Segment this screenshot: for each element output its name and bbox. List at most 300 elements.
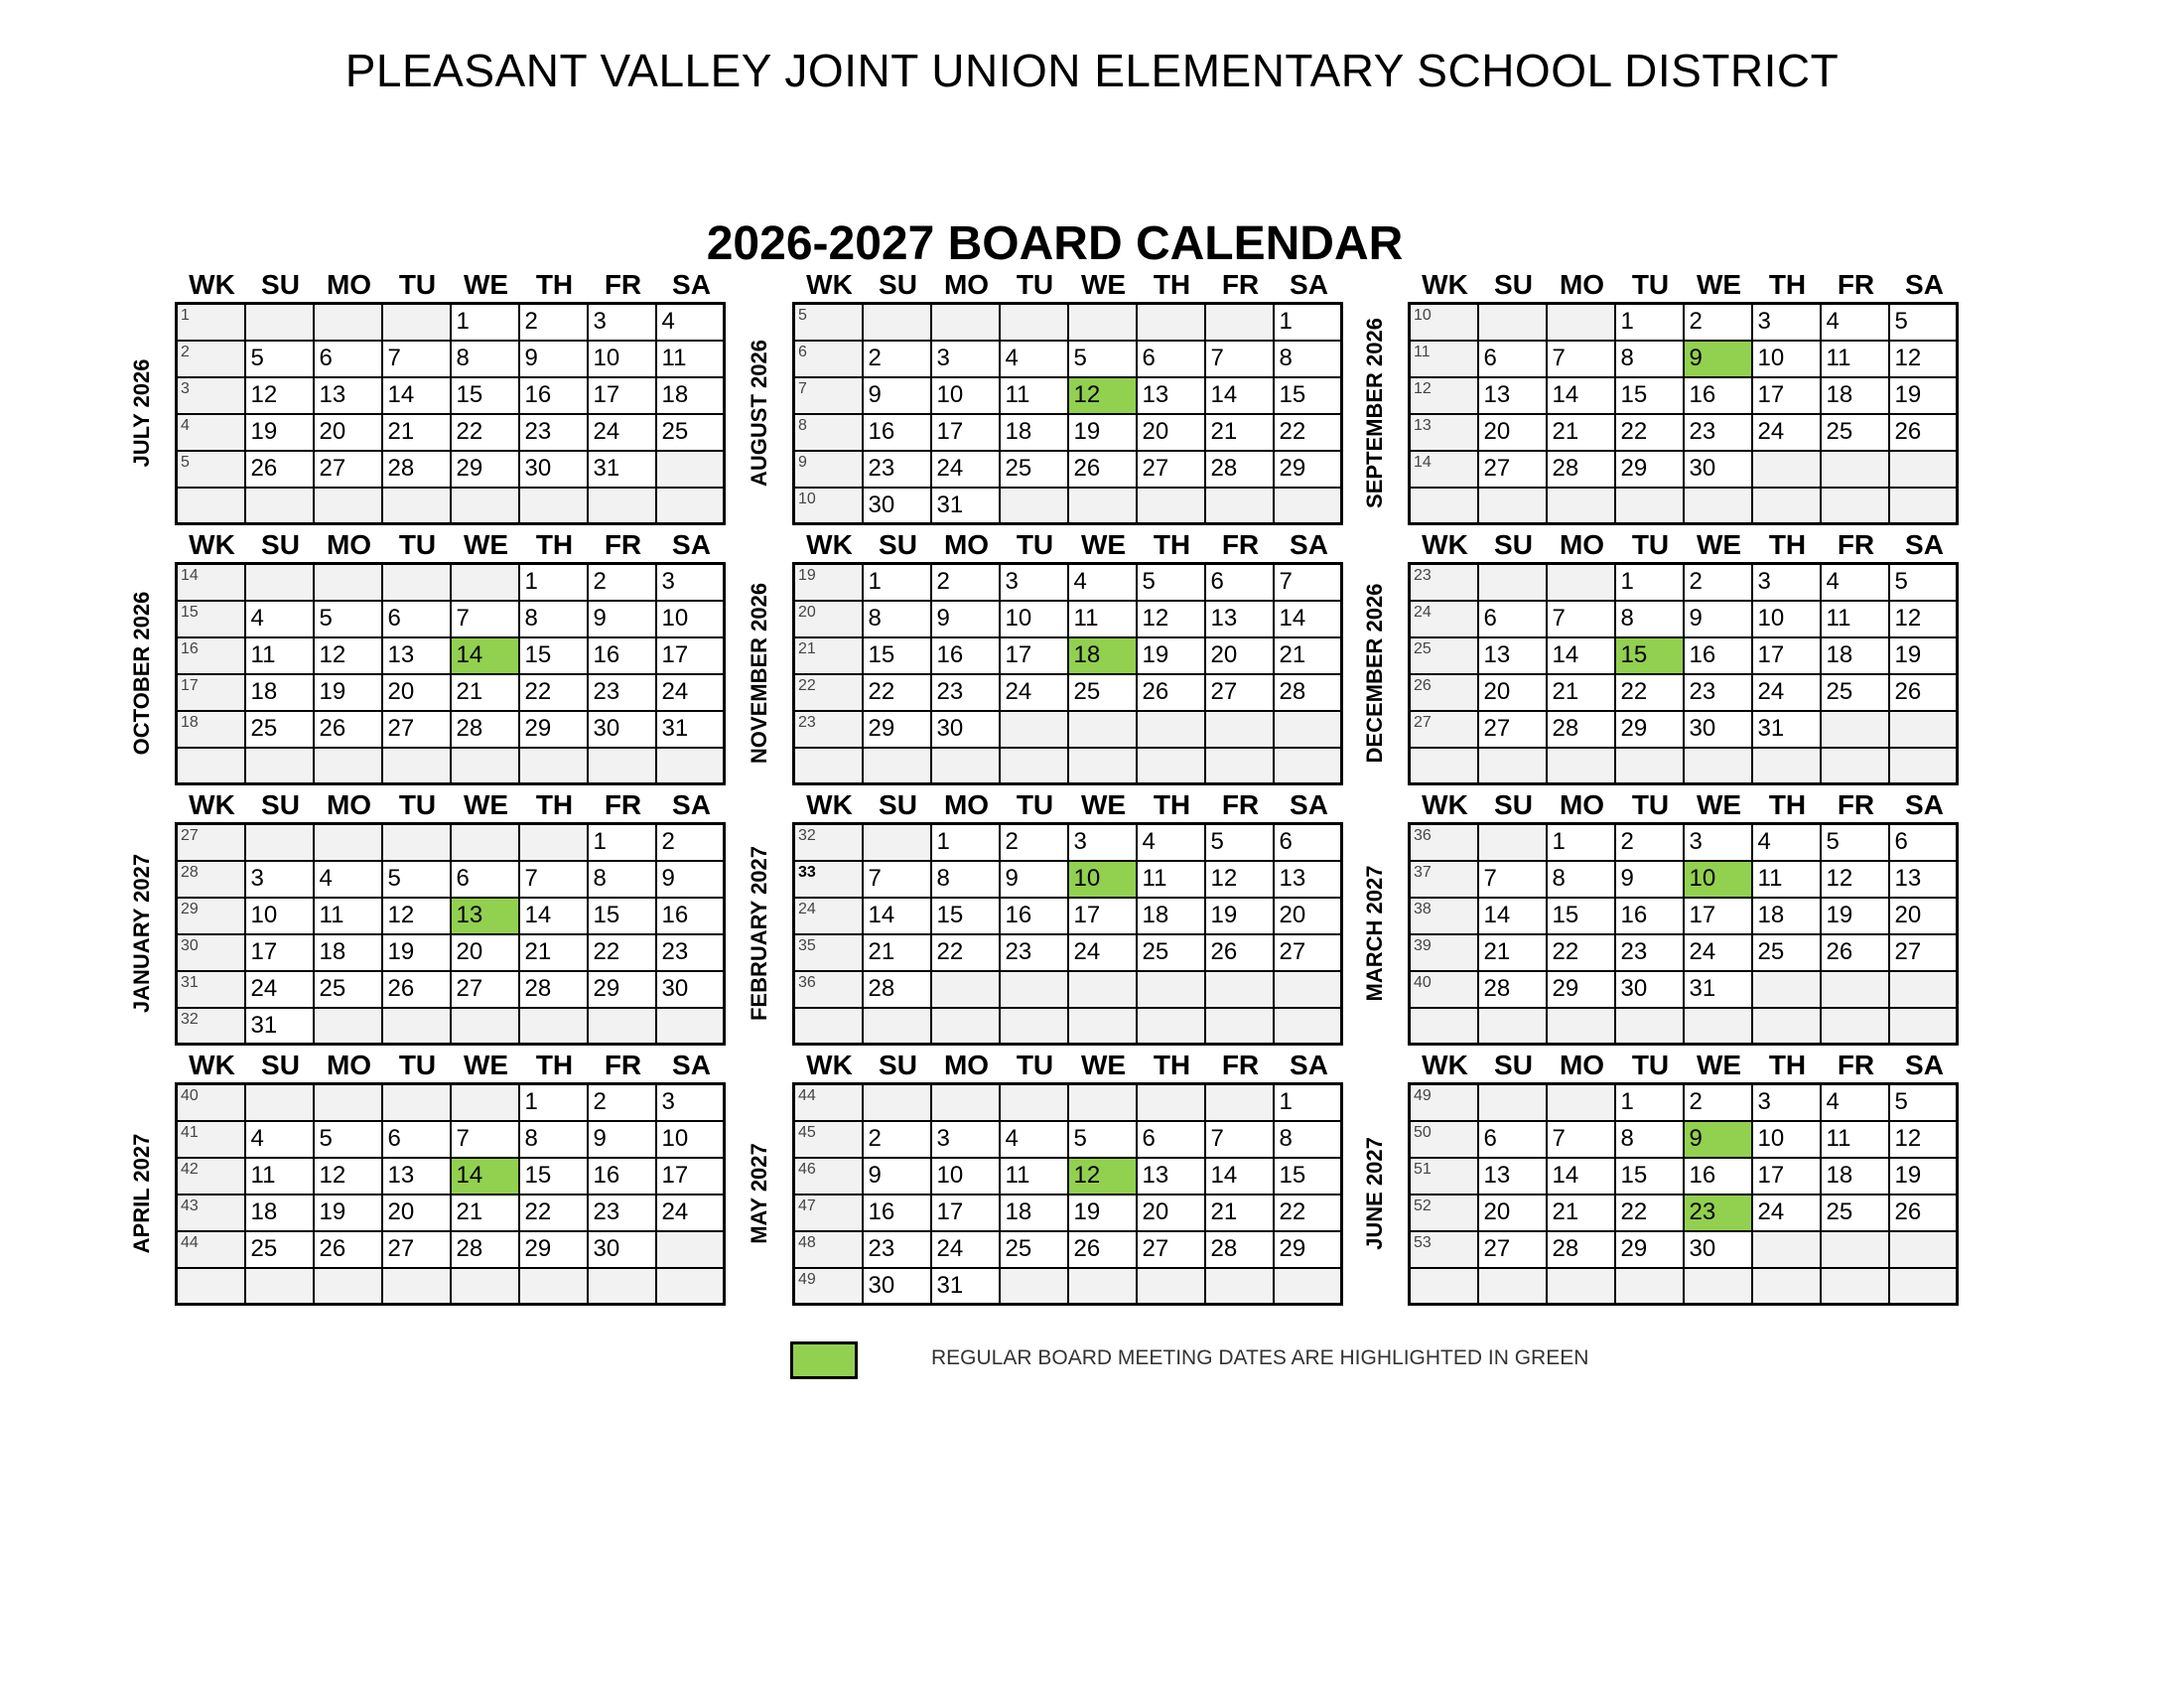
week-row (1410, 1121, 1958, 1158)
date-cell (245, 898, 314, 934)
date-number: 20 (1483, 1197, 1511, 1225)
empty-cell (656, 1008, 725, 1045)
date-cell (1274, 637, 1342, 674)
date-number: 9 (868, 380, 882, 408)
date-number: 24 (661, 1197, 689, 1225)
date-number: 30 (593, 1234, 620, 1262)
empty-cell (1821, 748, 1889, 784)
date-cell (1547, 637, 1615, 674)
day-header: SA (1290, 269, 1328, 300)
date-number: 17 (1689, 901, 1716, 928)
day-header: TU (1631, 529, 1670, 560)
date-number: 25 (1142, 937, 1169, 965)
date-cell (519, 1195, 588, 1231)
date-number: 4 (1757, 828, 1771, 855)
empty-cell (1000, 488, 1068, 524)
date-cell (519, 1231, 588, 1268)
week-row (1410, 748, 1958, 784)
date-number: 30 (868, 491, 895, 518)
date-number: 5 (1894, 1088, 1908, 1115)
empty-cell (1889, 971, 1958, 1008)
day-header: WE (463, 1050, 509, 1080)
date-cell (931, 934, 1000, 971)
date-number: 17 (1073, 901, 1101, 928)
date-number: 3 (250, 864, 264, 892)
date-cell (1000, 1121, 1068, 1158)
date-cell (451, 1231, 519, 1268)
date-cell (1068, 934, 1137, 971)
date-cell (1274, 451, 1342, 488)
date-number: 22 (1552, 937, 1579, 965)
date-cell (1205, 451, 1274, 488)
date-number: 26 (250, 454, 278, 482)
date-number: 15 (593, 901, 620, 928)
month-label: FEBRUARY 2027 (747, 845, 771, 1022)
week-number-cell (794, 601, 863, 637)
date-cell (1615, 1084, 1684, 1121)
day-header: MO (943, 789, 990, 820)
date-number: 6 (1142, 1124, 1156, 1152)
date-cell (1478, 414, 1547, 451)
date-number: 18 (1005, 417, 1032, 445)
empty-cell (1068, 1268, 1137, 1305)
date-number: 27 (1483, 714, 1511, 742)
day-header: TU (1016, 269, 1054, 300)
week-number: 10 (1414, 307, 1432, 324)
date-number: 13 (1483, 640, 1511, 668)
week-row (1410, 898, 1958, 934)
week-number: 9 (798, 453, 807, 471)
date-number: 27 (387, 714, 415, 742)
empty-cell (1068, 304, 1137, 341)
date-number: 6 (1894, 828, 1908, 855)
day-header: MO (1559, 1050, 1605, 1080)
date-cell (1889, 824, 1958, 861)
date-cell (382, 1158, 451, 1195)
date-number: 4 (1005, 344, 1019, 371)
day-header: WK (189, 529, 235, 560)
date-cell (1821, 1084, 1889, 1121)
date-number: 14 (456, 640, 483, 668)
date-number: 2 (936, 568, 950, 595)
meeting-date-cell (1068, 377, 1137, 414)
date-number: 11 (661, 344, 687, 371)
week-number: 36 (798, 973, 816, 991)
date-cell (588, 861, 656, 898)
date-number: 29 (1279, 1234, 1306, 1262)
date-cell (245, 1231, 314, 1268)
date-number: 16 (593, 1161, 620, 1189)
date-cell (588, 451, 656, 488)
date-cell (1478, 1121, 1547, 1158)
district-title: PLEASANT VALLEY JOINT UNION ELEMENTARY SCHOOL DISTRICT (344, 45, 1840, 96)
date-cell (1821, 1158, 1889, 1195)
day-header: SA (1905, 1050, 1944, 1080)
empty-cell (1821, 1268, 1889, 1305)
week-number-cell (1410, 1008, 1478, 1045)
week-number: 44 (798, 1087, 816, 1104)
week-row (1410, 564, 1958, 601)
week-number-cell (1410, 601, 1478, 637)
date-cell (1274, 377, 1342, 414)
date-cell (863, 674, 931, 711)
date-cell (1889, 1084, 1958, 1121)
date-cell (863, 341, 931, 377)
date-number: 29 (1620, 1234, 1648, 1262)
empty-cell (1274, 488, 1342, 524)
date-number: 14 (1210, 380, 1238, 408)
date-number: 24 (593, 417, 620, 445)
week-row (1410, 451, 1958, 488)
day-header: WE (1696, 269, 1742, 300)
date-number: 15 (936, 901, 964, 928)
date-cell (1684, 377, 1752, 414)
date-cell (656, 1084, 725, 1121)
day-header: WE (463, 529, 509, 560)
date-cell (1821, 1195, 1889, 1231)
day-header: SU (1494, 269, 1533, 300)
date-number: 22 (456, 417, 483, 445)
date-number: 25 (1826, 677, 1853, 705)
date-number: 28 (868, 974, 895, 1002)
date-cell (451, 1121, 519, 1158)
week-row (177, 564, 725, 601)
empty-cell (451, 564, 519, 601)
date-number: 9 (1620, 864, 1634, 892)
date-cell (1137, 341, 1205, 377)
month-calendar (747, 788, 1346, 1051)
date-number: 29 (1620, 454, 1648, 482)
date-cell (1615, 898, 1684, 934)
date-cell (1684, 451, 1752, 488)
date-number: 18 (1142, 901, 1169, 928)
board-calendar-title: 2026-2027 BOARD CALENDAR (706, 217, 1404, 270)
empty-cell (1752, 1231, 1821, 1268)
empty-cell (1137, 748, 1205, 784)
date-cell (382, 934, 451, 971)
date-cell (1205, 1158, 1274, 1195)
day-header: TH (1768, 1050, 1807, 1080)
week-number: 51 (1414, 1160, 1432, 1178)
week-number-cell (177, 341, 245, 377)
date-cell (245, 1195, 314, 1231)
date-cell (519, 1158, 588, 1195)
empty-cell (1000, 1008, 1068, 1045)
date-number: 3 (1073, 828, 1087, 855)
date-cell (1547, 674, 1615, 711)
date-cell (1615, 451, 1684, 488)
date-number: 7 (1552, 344, 1566, 371)
week-row (177, 1008, 725, 1045)
week-number-cell (177, 861, 245, 898)
empty-cell (245, 1268, 314, 1305)
date-cell (382, 637, 451, 674)
empty-cell (1752, 1008, 1821, 1045)
date-number: 27 (1483, 1234, 1511, 1262)
empty-cell (1478, 748, 1547, 784)
date-cell (451, 1195, 519, 1231)
date-cell (314, 898, 382, 934)
day-header: SA (1905, 789, 1944, 820)
empty-cell (1547, 1008, 1615, 1045)
date-cell (588, 674, 656, 711)
empty-cell (588, 1008, 656, 1045)
week-number: 24 (798, 900, 816, 917)
date-number: 23 (593, 677, 620, 705)
date-number: 2 (868, 344, 882, 371)
week-number-cell (794, 748, 863, 784)
week-row (1410, 601, 1958, 637)
day-header: MO (1559, 529, 1605, 560)
day-header: MO (326, 789, 372, 820)
empty-cell (656, 488, 725, 524)
date-cell (1274, 898, 1342, 934)
date-number: 1 (868, 568, 882, 595)
date-cell (656, 971, 725, 1008)
empty-cell (245, 564, 314, 601)
date-number: 18 (661, 380, 689, 408)
empty-cell (1274, 1008, 1342, 1045)
date-number: 23 (1689, 417, 1716, 445)
date-cell (451, 341, 519, 377)
date-number: 21 (1210, 1197, 1238, 1225)
week-number-cell (794, 637, 863, 674)
week-number-cell (1410, 341, 1478, 377)
date-number: 22 (1279, 417, 1306, 445)
month-grid (792, 562, 1343, 785)
date-cell (863, 711, 931, 748)
date-number: 8 (1279, 344, 1293, 371)
day-header: FR (1221, 269, 1260, 300)
date-cell (588, 601, 656, 637)
date-number: 11 (250, 640, 276, 668)
month-calendar (1362, 788, 1962, 1051)
month-grid (175, 1082, 726, 1306)
date-cell (1137, 934, 1205, 971)
week-number-cell (1410, 488, 1478, 524)
week-number: 28 (181, 863, 199, 881)
week-number-cell (177, 934, 245, 971)
date-number: 3 (936, 344, 950, 371)
date-number: 15 (1279, 380, 1306, 408)
week-row (1410, 824, 1958, 861)
week-row (1410, 971, 1958, 1008)
date-number: 29 (456, 454, 483, 482)
week-number: 42 (181, 1160, 199, 1178)
date-number: 2 (1689, 1088, 1703, 1115)
empty-cell (1547, 304, 1615, 341)
date-cell (451, 451, 519, 488)
date-cell (1000, 377, 1068, 414)
date-number: 19 (1894, 380, 1922, 408)
date-number: 19 (387, 937, 415, 965)
date-cell (245, 934, 314, 971)
week-row (177, 1231, 725, 1268)
date-number: 6 (1483, 1124, 1497, 1152)
week-number: 48 (798, 1233, 816, 1251)
date-cell (656, 601, 725, 637)
date-number: 6 (456, 864, 470, 892)
week-number: 47 (798, 1196, 816, 1214)
empty-cell (1821, 711, 1889, 748)
date-cell (1000, 341, 1068, 377)
empty-cell (1137, 1268, 1205, 1305)
date-number: 11 (250, 1161, 276, 1189)
day-header: FR (604, 529, 642, 560)
week-number: 22 (798, 676, 816, 694)
date-number: 5 (250, 344, 264, 371)
date-number: 4 (319, 864, 333, 892)
date-number: 24 (1689, 937, 1716, 965)
date-number: 26 (1826, 937, 1853, 965)
date-number: 5 (1826, 828, 1840, 855)
date-cell (1068, 601, 1137, 637)
day-header: TU (1631, 1050, 1670, 1080)
empty-cell (1274, 1268, 1342, 1305)
date-cell (1205, 1195, 1274, 1231)
week-row (177, 377, 725, 414)
week-number-cell (794, 1268, 863, 1305)
day-header: WE (1080, 789, 1127, 820)
date-number: 4 (1005, 1124, 1019, 1152)
week-row (794, 304, 1342, 341)
date-number: 27 (1142, 1234, 1169, 1262)
date-number: 13 (1894, 864, 1922, 892)
date-cell (314, 1231, 382, 1268)
date-number: 10 (936, 380, 964, 408)
date-cell (1068, 1195, 1137, 1231)
week-row (1410, 377, 1958, 414)
date-number: 18 (1757, 901, 1785, 928)
month-calendar (747, 528, 1346, 790)
date-cell (656, 1195, 725, 1231)
week-number: 2 (181, 343, 190, 360)
date-number: 4 (661, 308, 675, 335)
week-row (177, 1084, 725, 1121)
empty-cell (314, 1008, 382, 1045)
date-number: 14 (1552, 380, 1579, 408)
day-header: WE (1080, 1050, 1127, 1080)
date-number: 16 (1689, 640, 1716, 668)
week-number: 30 (181, 936, 199, 954)
date-number: 21 (868, 937, 895, 965)
week-number: 45 (798, 1123, 816, 1141)
month-grid (175, 562, 726, 785)
date-number: 22 (524, 1197, 552, 1225)
week-row (177, 861, 725, 898)
date-cell (1000, 1158, 1068, 1195)
date-cell (1752, 1158, 1821, 1195)
week-number: 46 (798, 1160, 816, 1178)
date-cell (656, 674, 725, 711)
date-cell (1478, 637, 1547, 674)
date-cell (1547, 824, 1615, 861)
empty-cell (519, 748, 588, 784)
date-cell (1889, 601, 1958, 637)
date-number: 19 (1073, 1197, 1101, 1225)
date-number: 2 (868, 1124, 882, 1152)
week-number: 14 (181, 567, 199, 584)
day-header: WK (1422, 529, 1468, 560)
date-number: 18 (1826, 380, 1853, 408)
date-cell (1547, 601, 1615, 637)
date-number: 22 (1279, 1197, 1306, 1225)
date-cell (245, 674, 314, 711)
meeting-date-cell (1068, 1158, 1137, 1195)
week-number: 50 (1414, 1123, 1432, 1141)
date-cell (1684, 414, 1752, 451)
date-number: 23 (593, 1197, 620, 1225)
date-cell (1752, 824, 1821, 861)
week-number: 23 (1414, 567, 1432, 584)
date-number: 13 (1279, 864, 1306, 892)
date-number: 27 (1279, 937, 1306, 965)
date-cell (863, 637, 931, 674)
week-number: 43 (181, 1196, 199, 1214)
date-cell (1274, 1158, 1342, 1195)
month-grid (175, 822, 726, 1046)
date-cell (1684, 971, 1752, 1008)
date-number: 16 (936, 640, 964, 668)
empty-cell (1478, 1084, 1547, 1121)
week-number-cell (794, 674, 863, 711)
day-header: WK (189, 789, 235, 820)
date-cell (656, 377, 725, 414)
date-number: 25 (1005, 1234, 1032, 1262)
date-cell (1274, 564, 1342, 601)
date-cell (656, 824, 725, 861)
date-cell (314, 711, 382, 748)
empty-cell (382, 1008, 451, 1045)
week-row (1410, 1008, 1958, 1045)
date-cell (1615, 1121, 1684, 1158)
date-cell (1821, 637, 1889, 674)
empty-cell (245, 304, 314, 341)
legend-green-swatch (790, 1341, 858, 1379)
date-cell (931, 341, 1000, 377)
date-number: 6 (1210, 568, 1224, 595)
week-number-cell (794, 377, 863, 414)
date-cell (931, 564, 1000, 601)
date-cell (1821, 674, 1889, 711)
week-number-cell (1410, 564, 1478, 601)
week-row (177, 748, 725, 784)
date-cell (1137, 674, 1205, 711)
date-cell (588, 377, 656, 414)
day-header: SA (672, 529, 711, 560)
date-number: 21 (456, 677, 483, 705)
date-cell (382, 898, 451, 934)
date-cell (931, 711, 1000, 748)
date-number: 11 (1826, 604, 1851, 632)
date-cell (1000, 674, 1068, 711)
date-number: 25 (1757, 937, 1785, 965)
date-cell (1684, 304, 1752, 341)
empty-cell (1205, 971, 1274, 1008)
week-number-cell (177, 971, 245, 1008)
date-number: 27 (387, 1234, 415, 1262)
date-number: 6 (1142, 344, 1156, 371)
date-cell (1615, 824, 1684, 861)
date-cell (1752, 341, 1821, 377)
day-header: FR (604, 789, 642, 820)
date-cell (382, 377, 451, 414)
date-cell (314, 341, 382, 377)
week-number: 35 (798, 936, 816, 954)
date-cell (1821, 601, 1889, 637)
date-number: 23 (936, 677, 964, 705)
date-number: 11 (1005, 1161, 1030, 1189)
